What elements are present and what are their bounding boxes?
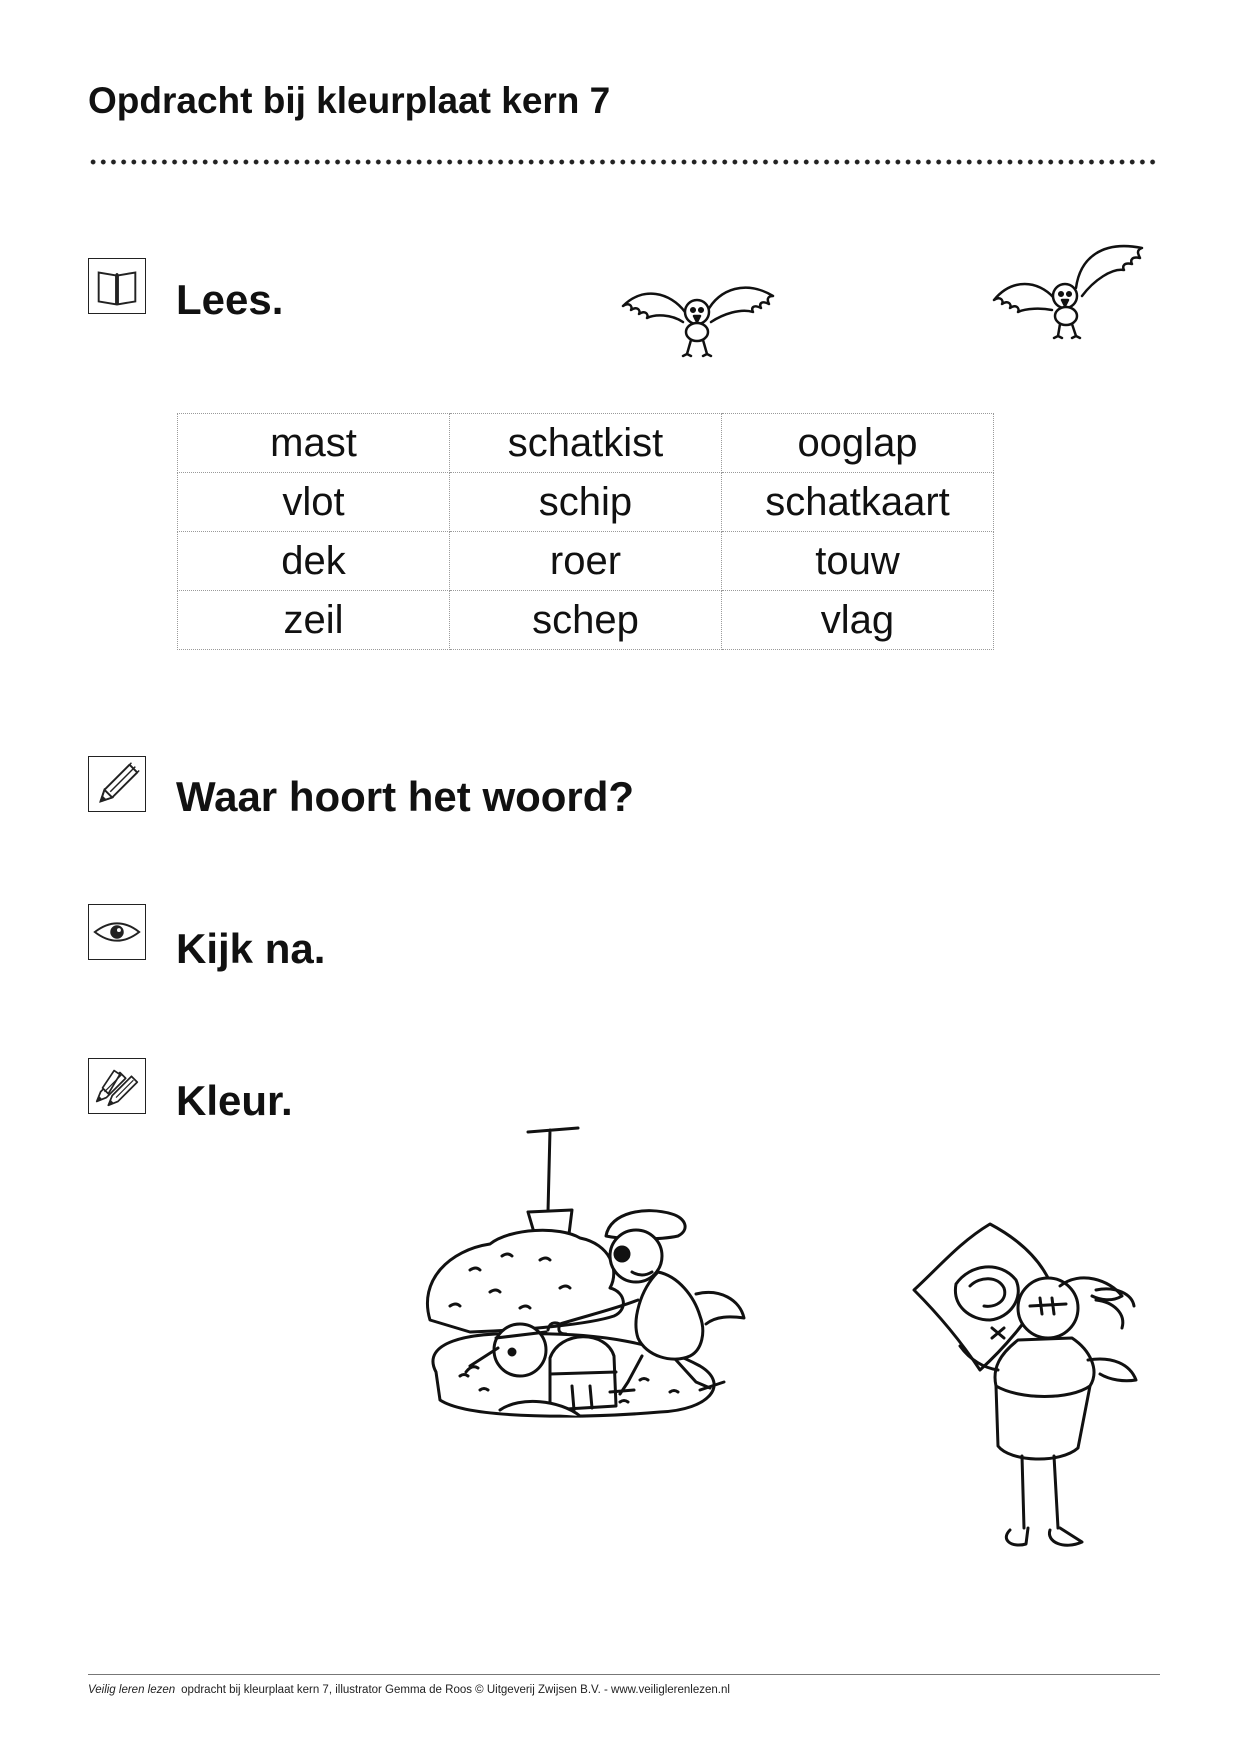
word-cell: schatkaart xyxy=(722,473,994,532)
bird-illustration xyxy=(615,270,775,362)
colored-pencils-icon xyxy=(88,1058,146,1114)
dotted-divider xyxy=(88,158,1160,166)
page-title: Opdracht bij kleurplaat kern 7 xyxy=(88,80,611,121)
pencil-icon xyxy=(88,756,146,812)
word-cell: ooglap xyxy=(722,414,994,473)
book-icon xyxy=(88,258,146,314)
word-cell: schep xyxy=(450,591,722,650)
word-table xyxy=(177,413,994,650)
word-cell: touw xyxy=(722,532,994,591)
pirate-with-map-illustration xyxy=(900,1210,1160,1575)
word-table-row xyxy=(178,473,994,532)
footer xyxy=(88,1684,730,1696)
footer-divider xyxy=(88,1674,1160,1675)
footer-credits: opdracht bij kleurplaat kern 7, illustrator Gemma de Roos © Uitgeverij Zwijsen B.V. - www.veiliglerenlezen.nl xyxy=(181,1684,730,1696)
footer-brand: Veilig leren lezen xyxy=(88,1684,176,1696)
word-cell: schatkist xyxy=(450,414,722,473)
heading-kijk-na: Kijk na. xyxy=(176,925,326,972)
word-table-row xyxy=(178,591,994,650)
word-cell: mast xyxy=(178,414,450,473)
word-cell: zeil xyxy=(178,591,450,650)
word-cell: roer xyxy=(450,532,722,591)
word-cell: dek xyxy=(178,532,450,591)
heading-kleur: Kleur. xyxy=(176,1077,293,1124)
pirates-digging-illustration xyxy=(410,1120,830,1465)
eye-icon xyxy=(88,904,146,960)
word-table-row xyxy=(178,414,994,473)
heading-waar-hoort-het-woord: Waar hoort het woord? xyxy=(176,773,635,820)
heading-lees: Lees. xyxy=(176,276,284,323)
bird-illustration xyxy=(990,236,1150,346)
word-cell: vlot xyxy=(178,473,450,532)
word-cell: vlag xyxy=(722,591,994,650)
word-cell: schip xyxy=(450,473,722,532)
word-table-row xyxy=(178,532,994,591)
